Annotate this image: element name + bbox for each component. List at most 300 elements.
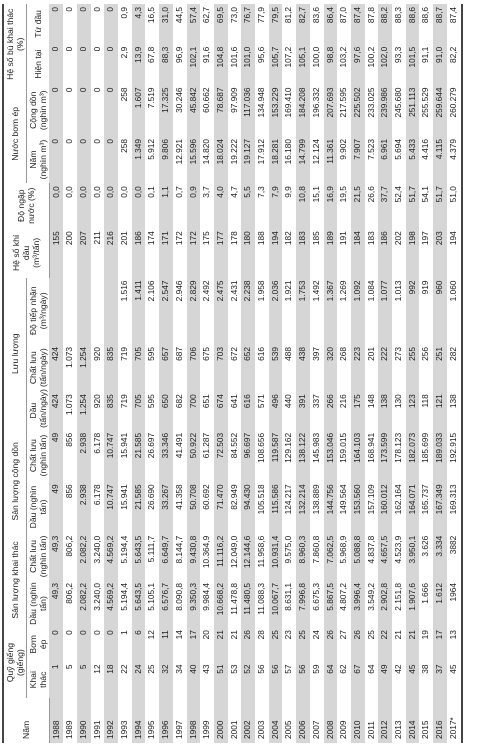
header-production-oil: Dầu (nghìn tấn) [28, 582, 48, 625]
table-cell: 2.238 [241, 278, 255, 345]
table-cell: 616 [241, 391, 255, 430]
year-cell: 1990 [77, 698, 91, 743]
year-cell: 2008 [324, 698, 338, 743]
table-cell: 8.960,3 [296, 533, 310, 580]
table-cell: 15,1 [310, 186, 321, 203]
year-cell: 1993 [119, 720, 130, 739]
table-cell: 0 [64, 139, 75, 144]
table-cell: 1.092 [351, 278, 365, 345]
table-cell: 0 [77, 627, 91, 661]
table-cell: 84.552 [228, 432, 239, 459]
table-cell: 87,4 [351, 4, 365, 44]
year-cell: 1995 [146, 720, 157, 739]
table-cell: 0,0 [64, 186, 75, 198]
table-cell: 960 [433, 278, 447, 345]
header-watercut: Độ ngập nước (%) [3, 183, 49, 228]
table-cell: 255.529 [420, 87, 431, 118]
table-cell: 1.060 [447, 278, 462, 345]
table-cell: 7.519 [146, 87, 157, 109]
table-cell: 17 [433, 627, 447, 661]
table-cell: 21 [228, 630, 239, 640]
table-cell: 81,2 [283, 7, 294, 24]
table-cell: 79,5 [269, 4, 283, 44]
table-body [49, 4, 462, 743]
table-cell: 1.516 [119, 280, 130, 302]
table-cell: 56 [269, 662, 283, 698]
table-cell: 2.492 [201, 280, 212, 302]
table-cell: 595 [146, 347, 157, 361]
table-cell: 835 [104, 391, 118, 430]
table-cell: 652 [241, 344, 255, 391]
table-cell: 4.379 [447, 136, 462, 183]
table-cell: 6.576,7 [159, 580, 173, 627]
table-cell: 2.938 [77, 430, 91, 481]
table-cell: 69,5 [214, 4, 228, 44]
table-cell: 41.358 [173, 484, 184, 510]
table-cell: 0 [104, 85, 118, 136]
table-cell: 52 [241, 662, 255, 698]
table-row [447, 4, 462, 743]
table-cell: 700 [187, 391, 201, 430]
table-cell: 12.049,0 [228, 535, 239, 569]
table-cell: 11.116,2 [214, 533, 228, 580]
table-cell: 440 [283, 394, 294, 409]
table-cell: 124.217 [283, 484, 294, 515]
table-row [159, 4, 173, 743]
table-cell: 202 [393, 231, 404, 246]
table-cell: 9.575,0 [283, 535, 294, 564]
table-cell: 9.430,8 [187, 533, 201, 580]
table-cell: 211 [91, 231, 102, 245]
table-cell: 705 [132, 344, 146, 391]
table-cell: 7.523 [365, 139, 376, 160]
table-cell: 78.687 [214, 85, 228, 136]
table-cell: 438 [296, 344, 310, 391]
table-cell: 184.208 [296, 85, 310, 136]
table-row [378, 4, 392, 743]
table-cell: 175 [351, 391, 365, 430]
year-cell: 1992 [104, 698, 118, 743]
table-row [419, 4, 433, 743]
table-cell: 920 [91, 347, 102, 361]
table-cell: 12.124 [310, 139, 321, 165]
table-cell: 88,6 [406, 4, 420, 44]
table-row [351, 4, 365, 743]
table-cell: 57,4 [187, 4, 201, 44]
table-cell: 138.122 [296, 430, 310, 481]
table-cell: 33.267 [159, 481, 173, 532]
year-cell: 2005 [283, 720, 294, 739]
table-cell: 26 [324, 627, 338, 661]
table-cell: 233.025 [365, 87, 376, 118]
table-cell: 2.902,8 [378, 580, 392, 627]
table-cell: 17.325 [159, 85, 173, 136]
table-cell: 49 [49, 430, 63, 481]
table-cell: 687 [173, 347, 184, 361]
table-cell: 62,7 [201, 7, 212, 24]
table-cell: 3882 [447, 533, 462, 580]
year-cell: 2014 [406, 698, 420, 743]
table-cell: 15.596 [187, 136, 201, 183]
table-cell: 0 [91, 87, 102, 93]
table-cell: 18.281 [269, 136, 283, 183]
table-row [324, 4, 338, 743]
table-cell: 167.349 [433, 481, 447, 532]
table-cell: 705 [132, 391, 146, 430]
table-row [49, 4, 63, 743]
table-cell: 177 [214, 228, 228, 277]
year-cell: 1999 [201, 720, 212, 739]
header-wells-production: Khai thác [28, 671, 48, 689]
table-cell: 1.492 [310, 280, 321, 302]
table-cell: 0,7 [173, 186, 184, 198]
table-cell: 11.361 [324, 136, 338, 183]
table-cell: 5 [64, 664, 75, 670]
table-cell: 217.595 [338, 87, 349, 118]
table-cell: 216 [104, 228, 118, 277]
table-cell: 129.162 [283, 432, 294, 463]
table-cell: 0 [64, 46, 75, 52]
table-cell: 835 [104, 344, 118, 391]
table-cell: 164.103 [351, 430, 365, 481]
table-cell: 7.062,5 [324, 533, 338, 580]
table-cell: 198 [406, 228, 420, 277]
table-cell: 93,3 [393, 46, 404, 63]
table-cell: 10.931,4 [269, 533, 283, 580]
table-cell: 5.867,5 [324, 580, 338, 627]
year-cell: 2016 [433, 698, 447, 743]
table-cell: 153.560 [351, 481, 365, 532]
table-cell: 148 [365, 394, 376, 409]
table-cell: 102,0 [378, 44, 392, 85]
table-cell: 169.410 [283, 87, 294, 118]
table-cell: 82,2 [447, 44, 462, 85]
year-cell: 2000 [214, 698, 228, 743]
table-cell: 25 [269, 627, 283, 661]
table-cell: 88,3 [159, 44, 173, 85]
table-cell: 67 [351, 662, 365, 698]
table-row [433, 4, 447, 743]
table-cell: 25 [365, 630, 376, 640]
table-cell: 239.986 [378, 85, 392, 136]
table-cell: 12 [146, 630, 157, 640]
table-cell: 1.411 [132, 278, 146, 345]
table-cell: 23 [283, 630, 294, 640]
table-cell: 0 [64, 7, 75, 12]
header-production-liquid: Chất lưu (nghìn tấn) [28, 535, 48, 578]
table-cell: 719 [119, 347, 130, 361]
table-cell: 149.564 [338, 484, 349, 515]
table-cell: 16.180 [283, 139, 294, 165]
table-cell: 197 [420, 231, 431, 246]
table-cell: 134.948 [256, 87, 267, 118]
table-cell: 4.569,2 [104, 533, 118, 580]
table-cell: 3.334 [433, 533, 447, 580]
table-cell: 188 [256, 231, 267, 246]
table-cell: 19.222 [228, 139, 239, 165]
table-cell: 7.996,8 [296, 580, 310, 627]
table-cell: 49,3 [49, 580, 63, 627]
header-gor: Hệ số khí dầu (m³/tấn) [3, 228, 49, 277]
table-cell: 268 [338, 347, 349, 361]
table-cell: 101,0 [241, 44, 255, 85]
table-cell: 15.941 [119, 484, 130, 510]
table-cell: 0,0 [132, 183, 146, 228]
table-cell: 0 [64, 630, 75, 635]
table-cell: 1 [119, 630, 130, 635]
table-cell: 62 [338, 664, 349, 674]
table-cell: 60.692 [201, 484, 212, 510]
table-cell: 24 [310, 630, 321, 640]
table-cell: 273 [393, 347, 404, 361]
table-cell: 28 [256, 630, 267, 640]
header-rate-oil: Dầu (tấn/ngày) [28, 389, 48, 428]
table-cell: 64 [324, 662, 338, 698]
table-cell: 196.332 [310, 87, 321, 118]
table-cell: 1,1 [159, 183, 173, 228]
table-cell: 207 [77, 228, 91, 277]
table-cell: 162.164 [393, 484, 404, 515]
table-row [118, 4, 132, 743]
table-cell: 182 [283, 231, 294, 246]
table-cell: 60.662 [201, 87, 212, 113]
table-cell: 10.747 [104, 481, 118, 532]
table-cell: 160.012 [378, 481, 392, 532]
table-cell: 1964 [447, 580, 462, 627]
table-cell: 1.073 [64, 347, 75, 368]
table-cell: 103,2 [338, 46, 349, 68]
table-row [132, 4, 146, 743]
table-cell: 10.668,2 [214, 580, 228, 627]
table-cell: 51,0 [447, 183, 462, 228]
table-cell: 19 [420, 630, 431, 640]
table-cell: 45 [447, 662, 462, 698]
table-cell: 9.984,4 [201, 583, 212, 611]
table-cell: 5.694 [393, 139, 404, 160]
year-cell: 2015 [420, 720, 431, 739]
header-cumulative: Sản lượng cộng dồn [3, 430, 27, 533]
table-cell: 6 [132, 627, 146, 661]
table-cell: 12.921 [173, 139, 184, 165]
table-cell: 1.084 [365, 280, 376, 302]
table-cell: 203 [433, 228, 447, 277]
table-cell: 173.599 [378, 430, 392, 481]
table-cell: 5.111,7 [146, 535, 157, 563]
table-cell: 40 [187, 662, 201, 698]
table-cell: 2.106 [146, 280, 157, 302]
table-cell: 0 [49, 85, 63, 136]
table-cell: 43 [201, 664, 212, 674]
table-cell: 3.996,4 [351, 580, 365, 627]
table-cell: 172 [173, 231, 184, 246]
table-row [296, 4, 310, 743]
table-cell: 2.946 [173, 280, 184, 302]
table-cell: 22 [378, 627, 392, 661]
table-row [241, 4, 255, 743]
table-cell: 2,9 [119, 46, 130, 59]
table-cell: 424 [49, 344, 63, 391]
table-cell: 14.799 [296, 136, 310, 183]
year-cell: 1991 [91, 720, 102, 739]
table-cell: 180 [241, 228, 255, 277]
table-row [365, 4, 379, 743]
table-row [310, 4, 324, 743]
table-cell: 157.109 [365, 484, 376, 515]
table-cell: 7,3 [256, 186, 267, 198]
header-year: Năm [3, 698, 49, 743]
table-cell: 1.013 [393, 280, 404, 302]
table-cell: 159.015 [338, 432, 349, 463]
table-row [187, 4, 201, 743]
table-cell: 11 [159, 627, 173, 661]
table-cell: 2.475 [214, 278, 228, 345]
table-cell: 2.938 [77, 481, 91, 532]
header-rate: Lưu lượng [3, 278, 27, 430]
table-cell [91, 278, 105, 345]
table-cell: 256 [420, 347, 431, 361]
table-cell: 6.961 [378, 136, 392, 183]
table-cell: 145.983 [310, 432, 321, 463]
table-cell: 185.699 [420, 432, 431, 463]
table-cell: 56 [256, 664, 267, 674]
table-cell: 30.246 [173, 87, 184, 113]
table-cell: 806,2 [64, 583, 75, 604]
header-production: Sản lượng khai thác [3, 533, 27, 627]
table-cell: 91,0 [433, 44, 447, 85]
table-cell: 34 [173, 664, 184, 674]
table-cell: 1 [49, 662, 63, 698]
header-injectivity: Độ tiếp nhận (m³/ngày) [28, 286, 48, 336]
table-cell: 488 [283, 347, 294, 361]
table-cell: 255 [406, 344, 420, 391]
table-cell: 117.036 [241, 85, 255, 136]
table-cell: 258 [119, 87, 130, 102]
header-water-injection: Nước bơm ép [3, 85, 27, 184]
table-cell: 0 [77, 44, 91, 85]
table-cell: 657 [159, 344, 173, 391]
table-row [173, 4, 187, 743]
table-cell: 251 [433, 344, 447, 391]
table-cell: 0,0 [77, 183, 91, 228]
table-cell: 50.708 [187, 481, 201, 532]
table-cell: 337 [310, 394, 321, 409]
rotated-table-container [2, 4, 476, 743]
table-cell: 153.046 [324, 430, 338, 481]
table-row [337, 4, 351, 743]
table-cell: 49 [378, 662, 392, 698]
table-cell: 12.144,6 [241, 533, 255, 580]
year-cell: 2007 [310, 720, 321, 739]
header-wells: Quỹ giếng (giếng) [3, 627, 27, 698]
table-cell: 192.915 [447, 430, 462, 481]
table-cell: 200 [64, 231, 75, 246]
table-cell: 651 [201, 394, 212, 409]
year-cell: 1997 [173, 720, 184, 739]
table-cell: 51,7 [433, 183, 447, 228]
table-cell: 282 [447, 344, 462, 391]
table-cell: 183 [365, 231, 376, 246]
table-cell: 115.586 [269, 481, 283, 532]
table-header [3, 4, 49, 743]
table-cell: 856 [64, 432, 75, 447]
table-cell: 32 [159, 662, 173, 698]
table-cell: 184 [351, 228, 365, 277]
table-cell: 25 [296, 627, 310, 661]
table-cell: 61.287 [201, 432, 212, 459]
table-cell: 186 [378, 228, 392, 277]
table-cell: 42 [393, 664, 404, 674]
header-injection-cumulative: Cộng dồn (nghìn m³) [28, 90, 48, 131]
table-cell: 1.254 [77, 344, 91, 391]
table-cell: 45.842 [187, 85, 201, 136]
table-cell: 1.921 [283, 280, 294, 302]
table-cell: 101,6 [228, 46, 239, 68]
table-cell: 1.753 [296, 278, 310, 345]
table-cell: 424 [49, 391, 63, 430]
table-cell: 17 [187, 627, 201, 661]
table-cell: 164.071 [406, 481, 420, 532]
table-cell: 83,6 [310, 7, 321, 24]
table-cell: 72.503 [214, 430, 228, 481]
table-cell: 223 [351, 344, 365, 391]
year-cell: 2013 [393, 720, 404, 739]
table-cell: 88,3 [393, 7, 404, 24]
table-cell: 38 [420, 664, 431, 674]
table-cell: 53 [228, 664, 239, 674]
table-cell: 26.690 [146, 484, 157, 510]
header-injection-year: Năm (nghìn m³) [28, 139, 48, 180]
table-cell: 45 [406, 662, 420, 698]
table-cell: 172 [187, 228, 201, 277]
production-table [2, 4, 463, 743]
table-cell: 51,7 [406, 183, 420, 228]
table-cell: 0 [91, 46, 102, 52]
table-cell: 91,1 [420, 46, 431, 63]
table-cell [104, 278, 118, 345]
table-cell: 258 [119, 139, 130, 153]
table-cell: 19.127 [241, 136, 255, 183]
table-cell: 4.837,8 [365, 535, 376, 564]
table-cell: 87,8 [365, 7, 376, 24]
year-cell: 2002 [241, 698, 255, 743]
table-cell: 1.077 [378, 278, 392, 345]
table-cell: 5 [77, 662, 91, 698]
table-cell: 13,9 [132, 44, 146, 85]
table-cell: 222 [378, 344, 392, 391]
table-cell: 8.144,7 [173, 535, 184, 564]
table-cell: 87,4 [447, 4, 462, 44]
table-cell: 16,9 [324, 183, 338, 228]
table-cell: 3.240,0 [91, 535, 102, 564]
table-cell: 5.643,5 [132, 533, 146, 580]
table-cell: 1.607 [132, 85, 146, 136]
table-cell: 21.585 [132, 430, 146, 481]
table-cell: 1.073 [64, 394, 75, 416]
table-cell: 8.631,1 [283, 583, 294, 611]
table-cell: 26.697 [146, 432, 157, 459]
table-cell: 6.649,7 [159, 533, 173, 580]
table-cell: 169.313 [447, 481, 462, 532]
table-cell: 17.912 [256, 139, 267, 165]
table-cell: 0 [104, 4, 118, 44]
table-cell: 5.643,5 [132, 580, 146, 627]
table-cell: 165.737 [420, 484, 431, 515]
table-cell: 86,4 [324, 4, 338, 44]
table-cell: 4.807,2 [338, 583, 349, 611]
table-cell: 856 [64, 484, 75, 499]
table-cell: 26,6 [365, 186, 376, 203]
year-cell: 2011 [365, 721, 376, 739]
